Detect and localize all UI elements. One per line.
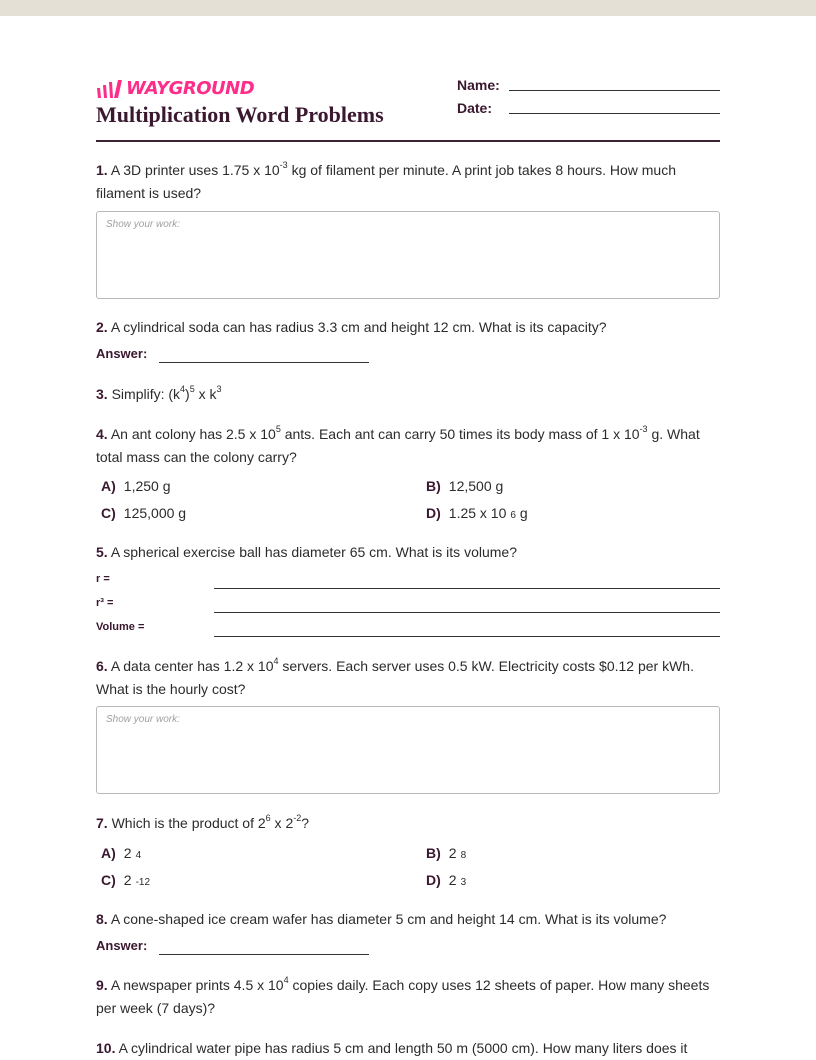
work-placeholder: Show your work: bbox=[106, 714, 180, 725]
exponent: -3 bbox=[279, 160, 288, 171]
question-text: g. What total mass can the colony carry? bbox=[96, 426, 700, 465]
choice-text: g bbox=[515, 505, 528, 521]
fill-row-volume bbox=[96, 620, 720, 640]
choice-letter: D) bbox=[426, 505, 441, 521]
question-number: 6. bbox=[96, 658, 108, 674]
question-8 bbox=[96, 908, 720, 931]
exponent: -2 bbox=[293, 813, 302, 824]
fill-label: r = bbox=[96, 573, 110, 585]
choice-exponent: 4 bbox=[135, 850, 142, 861]
exponent: 4 bbox=[283, 975, 289, 986]
fill-line[interactable] bbox=[214, 588, 720, 589]
exponent: 4 bbox=[273, 656, 279, 667]
question-number: 4. bbox=[96, 426, 108, 442]
answer-field[interactable] bbox=[159, 350, 369, 363]
choice-text: 1,250 g bbox=[123, 478, 171, 494]
answer-label: Answer: bbox=[96, 346, 148, 361]
brand-logo bbox=[96, 78, 254, 99]
exponent: -3 bbox=[639, 424, 648, 435]
fill-line[interactable] bbox=[214, 636, 720, 637]
choice-exponent: 8 bbox=[460, 850, 467, 861]
question-3 bbox=[96, 383, 720, 406]
question-text: copies daily. Each copy uses 12 sheets of paper. How many sheets per week (7 days)? bbox=[96, 977, 710, 1016]
question-text: ? bbox=[301, 815, 310, 831]
name-field-row bbox=[457, 76, 720, 93]
answer-label: Answer: bbox=[96, 938, 148, 953]
question-text: A spherical exercise ball has diameter 65 cm. What is its volume? bbox=[110, 544, 517, 560]
name-field[interactable] bbox=[509, 76, 720, 91]
question-6 bbox=[96, 655, 720, 701]
date-field[interactable] bbox=[509, 99, 720, 114]
question-9 bbox=[96, 974, 720, 1020]
question-4 bbox=[96, 423, 720, 469]
question-number: 5. bbox=[96, 544, 108, 560]
choice-exponent: -12 bbox=[135, 877, 151, 888]
question-text: x 2 bbox=[270, 815, 294, 831]
question-number: 2. bbox=[96, 319, 108, 335]
choice-4d[interactable] bbox=[426, 505, 528, 521]
question-number: 3. bbox=[96, 386, 108, 402]
answer-row-8 bbox=[96, 938, 369, 953]
question-number: 1. bbox=[96, 162, 108, 178]
choice-letter: A) bbox=[101, 478, 116, 494]
page-title: Multiplication Word Problems bbox=[96, 102, 384, 127]
fill-label: Volume = bbox=[96, 621, 145, 633]
exponent: 6 bbox=[265, 813, 271, 824]
choice-letter: D) bbox=[426, 872, 441, 888]
choice-4b[interactable] bbox=[426, 478, 503, 494]
question-number: 10. bbox=[96, 1040, 116, 1056]
question-text: Simplify: (k bbox=[111, 386, 181, 402]
choice-letter: C) bbox=[101, 872, 116, 888]
choice-text: 1.25 x 10 bbox=[448, 505, 507, 521]
fill-row-radius bbox=[96, 572, 720, 592]
choice-letter: A) bbox=[101, 845, 116, 861]
work-box-6[interactable] bbox=[96, 706, 720, 794]
question-text: x k bbox=[194, 386, 217, 402]
choice-text: 2 bbox=[448, 872, 457, 888]
choice-exponent: 6 bbox=[510, 510, 516, 521]
choice-text: 125,000 g bbox=[123, 505, 187, 521]
question-text: ants. Each ant can carry 50 times its body mass of 1 x 10 bbox=[280, 426, 640, 442]
fill-label: r³ = bbox=[96, 597, 114, 609]
worksheet-header bbox=[96, 16, 720, 142]
exponent: 3 bbox=[216, 384, 222, 395]
question-5 bbox=[96, 541, 720, 564]
choice-7a[interactable] bbox=[101, 845, 141, 861]
choice-letter: B) bbox=[426, 845, 441, 861]
question-text: Which is the product of 2 bbox=[111, 815, 266, 831]
choice-exponent: 3 bbox=[460, 877, 467, 888]
name-label: Name: bbox=[457, 77, 500, 93]
choice-letter: B) bbox=[426, 478, 441, 494]
choice-text: 2 bbox=[448, 845, 457, 861]
fill-row-radius-cubed bbox=[96, 596, 720, 616]
choice-text: 12,500 g bbox=[448, 478, 504, 494]
question-text: An ant colony has 2.5 x 10 bbox=[110, 426, 276, 442]
wayground-logo-icon bbox=[96, 80, 122, 98]
fill-line[interactable] bbox=[214, 612, 720, 613]
question-7 bbox=[96, 812, 720, 835]
question-text: A cone-shaped ice cream wafer has diameter 5 cm and height 14 cm. What is its volume? bbox=[110, 911, 667, 927]
work-box-1[interactable] bbox=[96, 211, 720, 299]
question-text: A cylindrical water pipe has radius 5 cm and length 50 m (5000 cm). How many liters does it bbox=[118, 1040, 688, 1056]
question-number: 9. bbox=[96, 977, 108, 993]
work-placeholder: Show your work: bbox=[106, 219, 180, 230]
question-2 bbox=[96, 316, 720, 339]
choice-4c[interactable] bbox=[101, 505, 186, 521]
worksheet-page bbox=[96, 16, 720, 1056]
question-text: A data center has 1.2 x 10 bbox=[110, 658, 274, 674]
brand-name: WAYGROUND bbox=[126, 78, 255, 99]
question-number: 7. bbox=[96, 815, 108, 831]
choice-4a[interactable] bbox=[101, 478, 171, 494]
choice-7c[interactable] bbox=[101, 872, 150, 888]
choice-7d[interactable] bbox=[426, 872, 466, 888]
answer-row-2 bbox=[96, 346, 369, 361]
question-text: A 3D printer uses 1.75 x 10 bbox=[110, 162, 280, 178]
choice-7b[interactable] bbox=[426, 845, 466, 861]
question-text: kg of filament per minute. A print job takes 8 hours. How much filament is used? bbox=[96, 162, 677, 201]
question-text: A newspaper prints 4.5 x 10 bbox=[110, 977, 284, 993]
question-text: A cylindrical soda can has radius 3.3 cm and height 12 cm. What is its capacity? bbox=[110, 319, 607, 335]
choice-text: 2 bbox=[123, 872, 132, 888]
exponent: 5 bbox=[189, 384, 195, 395]
answer-field[interactable] bbox=[159, 942, 369, 955]
choice-text: 2 bbox=[123, 845, 132, 861]
question-text: ) bbox=[185, 386, 190, 402]
exponent: 4 bbox=[180, 384, 186, 395]
choice-letter: C) bbox=[101, 505, 116, 521]
date-label: Date: bbox=[457, 100, 493, 116]
top-bar bbox=[0, 0, 816, 16]
exponent: 5 bbox=[275, 424, 281, 435]
date-field-row bbox=[457, 99, 720, 116]
question-1 bbox=[96, 159, 720, 205]
question-number: 8. bbox=[96, 911, 108, 927]
question-text: servers. Each server uses 0.5 kW. Electricity costs $0.12 per kWh. What is the hourly cost? bbox=[96, 658, 694, 697]
question-10 bbox=[96, 1037, 720, 1060]
